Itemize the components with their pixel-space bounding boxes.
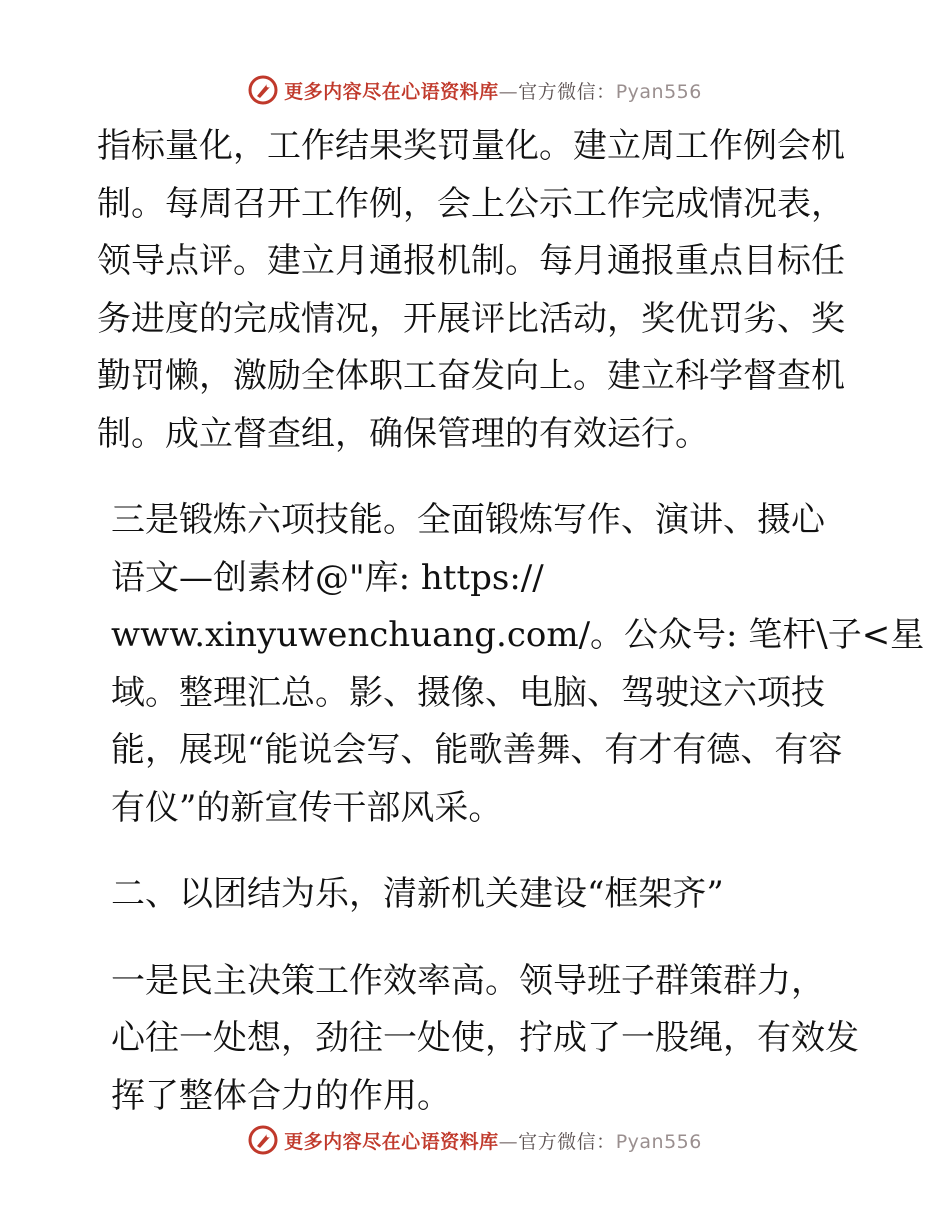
text-line: 三是锻炼六项技能。全面锻炼写作、演讲、摄心 <box>111 500 825 540</box>
text-line: 挥了整体合力的作用。 <box>111 1075 451 1116</box>
paragraph <box>97 492 925 837</box>
banner-wechat-id: Pyan556 <box>615 1130 702 1153</box>
paragraph-gap <box>97 463 857 492</box>
text-line: 制。成立督查组，确保管理的有效运行。 <box>97 413 709 454</box>
page-footer-banner <box>0 1120 950 1160</box>
paragraph <box>97 866 857 924</box>
text-line: 勤罚懒，激励全体职工奋发向上。建立科学督查机 <box>97 356 845 396</box>
paragraph <box>97 953 857 1126</box>
text-line: 指标量化，工作结果奖罚量化。建立周工作例会机 <box>97 126 845 166</box>
text-line: 领导点评。建立月通报机制。每月通报重点目标任 <box>97 241 845 281</box>
text-line: 一是民主决策工作效率高。领导班子群策群力， <box>111 960 825 1001</box>
pen-nib-circle-icon <box>248 75 278 105</box>
paragraph <box>97 118 857 463</box>
text-line: 制。每周召开工作例，会上公示工作完成情况表， <box>97 183 845 224</box>
watermark-banner <box>248 1125 702 1155</box>
paragraph-gap <box>97 924 857 953</box>
text-line: 域。整理汇总。影、摄像、电脑、驾驶这六项技 <box>111 672 825 713</box>
text-line: 务进度的完成情况，开展评比活动，奖优罚劣、奖 <box>97 298 845 339</box>
text-line: 心往一处想，劲往一处使，拧成了一股绳，有效发 <box>111 1018 859 1058</box>
banner-wechat-label: 官方微信： <box>518 1130 616 1153</box>
watermark-banner <box>248 75 702 105</box>
text-line: 二、以团结为乐，清新机关建设“框架齐” <box>111 874 724 914</box>
banner-wechat-id: Pyan556 <box>615 80 702 103</box>
page-header-banner <box>0 70 950 110</box>
document-body <box>97 118 925 1125</box>
banner-site-name: 更多内容尽在心语资料库 <box>284 1130 499 1153</box>
text-line: 有仪”的新宣传干部风采。 <box>111 787 503 828</box>
banner-site-name: 更多内容尽在心语资料库 <box>284 80 499 103</box>
banner-dash: — <box>498 1130 519 1153</box>
banner-text <box>284 1127 702 1154</box>
pen-nib-circle-icon <box>248 1125 278 1155</box>
banner-dash: — <box>498 80 519 103</box>
banner-text <box>284 77 702 104</box>
paragraph-gap <box>97 837 857 866</box>
banner-wechat-label: 官方微信： <box>518 80 616 103</box>
text-line: www.xinyuwenchuang.com/。公众号: 笔杆\子<星 <box>111 615 925 655</box>
text-line: 能，展现“能说会写、能歌善舞、有才有德、有容 <box>111 730 843 770</box>
text-line: 语文—创素材@"库: https:// <box>111 557 544 598</box>
